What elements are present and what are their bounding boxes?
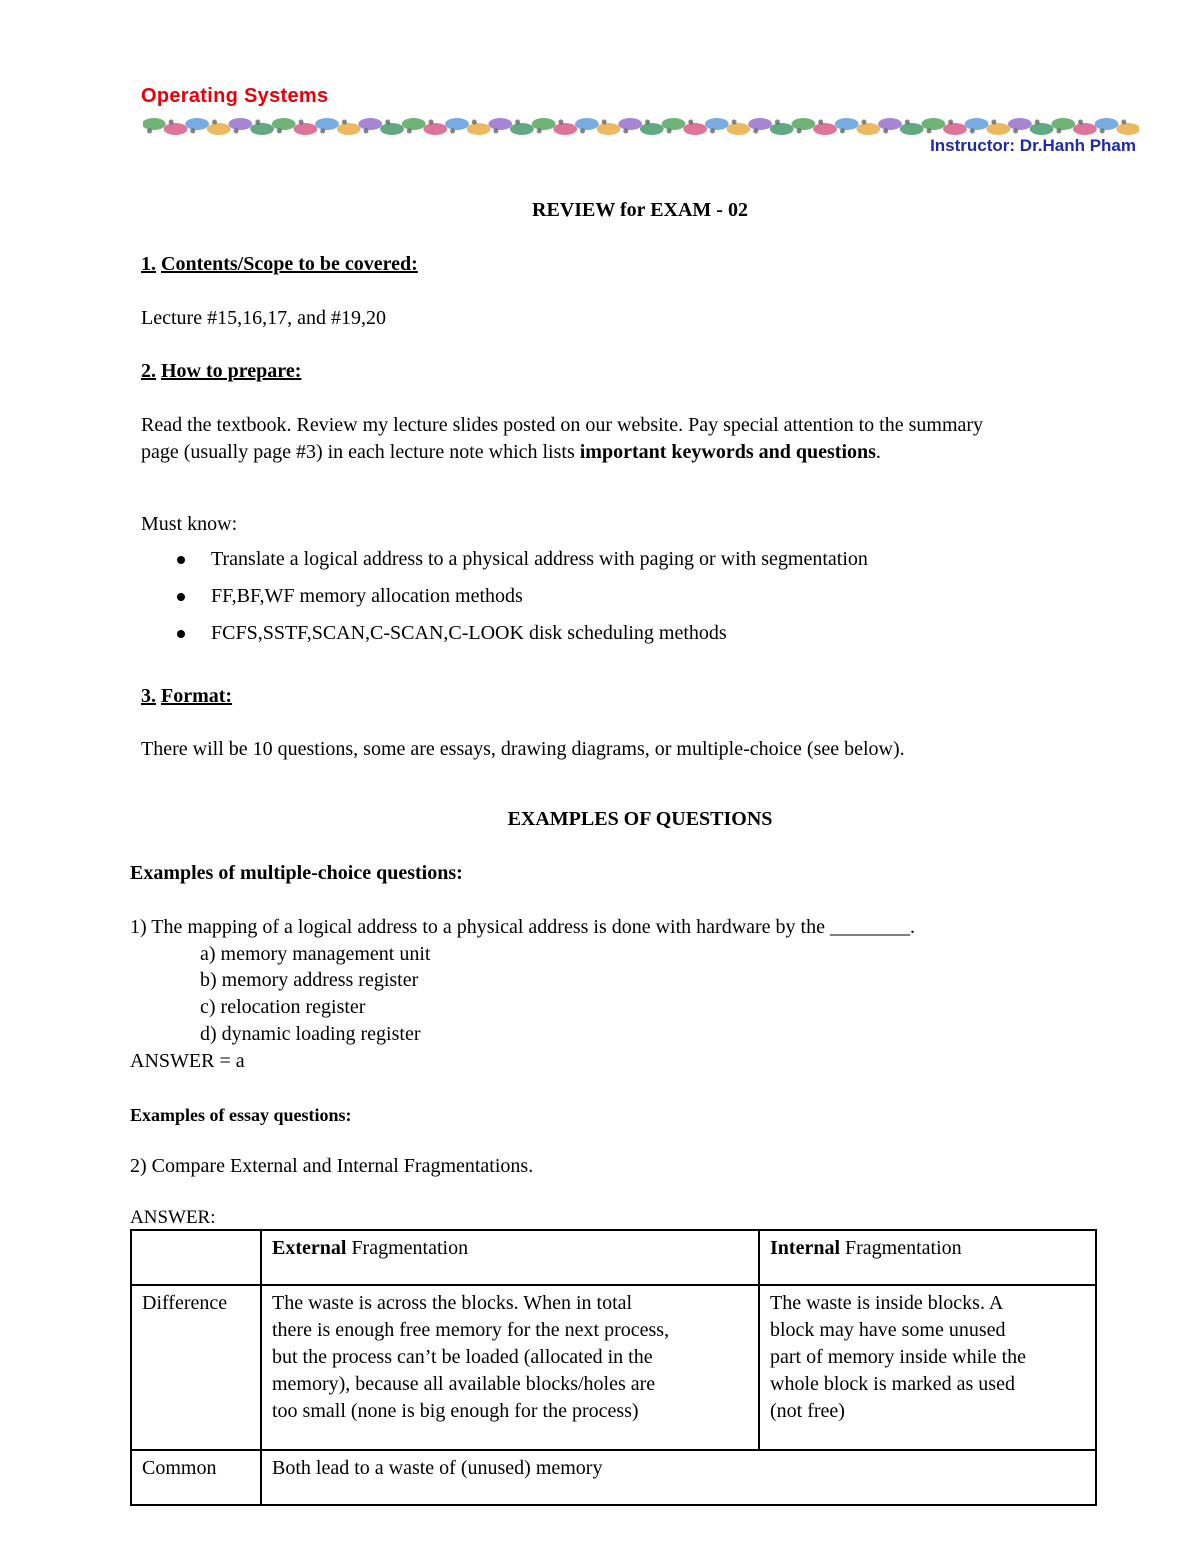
border-dot: [710, 129, 715, 134]
cell-line: memory), because all available blocks/holes are: [272, 1373, 656, 1396]
border-motif: [1051, 118, 1075, 130]
must-know-list: [141, 546, 868, 657]
must-know-item: [141, 583, 868, 620]
border-motif: [272, 118, 296, 130]
border-motif: [1095, 118, 1119, 130]
cell-line: but the process can’t be loaded (allocated in the: [272, 1346, 653, 1369]
section-1-title: Contents/Scope to be covered:: [161, 253, 418, 275]
question-2-text: 2) Compare External and Internal Fragmentations.: [130, 1155, 534, 1177]
question-1-text: 1) The mapping of a logical address to a physical address is done with hardware by the ________.: [130, 916, 915, 938]
section-1-body: Lecture #15,16,17, and #19,20: [141, 307, 386, 329]
difference-external-cell: [261, 1285, 759, 1449]
border-motif: [900, 123, 924, 135]
border-motif: [250, 123, 274, 135]
border-motif: [748, 118, 772, 130]
border-dot: [602, 120, 607, 125]
border-dot: [862, 120, 867, 125]
border-motif: [445, 118, 469, 130]
row-label-common: Common: [131, 1450, 261, 1505]
must-know-item: [141, 546, 868, 583]
essay-heading: Examples of essay questions:: [130, 1105, 352, 1125]
section-3-number: 3.: [141, 685, 156, 707]
border-motif: [337, 123, 361, 135]
section-2-number: 2.: [141, 360, 156, 382]
border-motif: [1030, 123, 1054, 135]
border-motif: [813, 123, 837, 135]
must-know-item: [141, 620, 868, 657]
border-motif: [640, 123, 664, 135]
internal-label: Internal: [770, 1237, 840, 1259]
document-title: REVIEW for EXAM - 02: [532, 199, 748, 221]
table-cell-empty: [131, 1230, 261, 1285]
border-motif: [229, 118, 253, 130]
border-dot: [364, 129, 369, 134]
course-title: Operating Systems: [141, 85, 329, 107]
border-motif: [1116, 123, 1139, 135]
border-motif: [835, 118, 859, 130]
row-label-difference: Difference: [131, 1285, 261, 1449]
border-dot: [927, 129, 932, 134]
border-dot: [515, 120, 520, 125]
table-header-external: [261, 1230, 759, 1285]
body-line-2-period: .: [875, 441, 881, 463]
border-motif: [185, 118, 209, 130]
border-dot: [753, 129, 758, 134]
border-motif: [423, 123, 447, 135]
border-dot: [190, 129, 195, 134]
border-motif: [618, 118, 642, 130]
body-line-2-text: page (usually page #3) in each lecture note which lists: [141, 441, 580, 463]
border-motif: [510, 123, 534, 135]
bullet-icon: [177, 556, 185, 564]
border-dot: [883, 129, 888, 134]
bullet-icon: [177, 593, 185, 601]
border-dot: [991, 120, 996, 125]
border-dot: [429, 120, 434, 125]
section-1-number: 1.: [141, 253, 156, 275]
section-2-body-line-2: [141, 439, 881, 466]
border-motif: [986, 123, 1010, 135]
border-dot: [1078, 120, 1083, 125]
important-keywords-text: important keywords and questions: [579, 441, 876, 463]
border-dot: [385, 120, 390, 125]
border-motif: [315, 118, 339, 130]
border-dot: [1013, 129, 1018, 134]
border-motif: [965, 118, 989, 130]
question-2-answer-label: ANSWER:: [130, 1207, 216, 1228]
question-1-option: c) relocation register: [200, 996, 366, 1018]
cell-line: The waste is across the blocks. When in total: [272, 1292, 633, 1315]
border-motif: [1008, 118, 1032, 130]
must-know-label: Must know:: [141, 513, 238, 535]
border-motif: [683, 123, 707, 135]
border-dot: [299, 120, 304, 125]
cell-line: The waste is inside blocks. A: [770, 1292, 1004, 1315]
border-dot: [277, 129, 282, 134]
border-dot: [948, 120, 953, 125]
border-motif: [597, 123, 621, 135]
border-dot: [234, 129, 239, 134]
border-motif: [770, 123, 794, 135]
border-dot: [667, 129, 672, 134]
border-dot: [580, 129, 585, 134]
table-row-difference: [131, 1285, 1096, 1449]
border-motif: [294, 123, 318, 135]
border-motif: [856, 123, 880, 135]
border-dot: [797, 129, 802, 134]
cell-line: block may have some unused: [770, 1319, 1006, 1342]
section-3-heading: [141, 683, 232, 710]
section-1-heading: [141, 251, 418, 278]
border-motif: [575, 118, 599, 130]
border-dot: [493, 129, 498, 134]
internal-fragmentation-label: Fragmentation: [840, 1237, 962, 1259]
border-motif: [532, 118, 556, 130]
border-motif: [921, 118, 945, 130]
section-2-heading: [141, 358, 301, 385]
border-motif: [380, 123, 404, 135]
border-motif: [943, 123, 967, 135]
border-dot: [1035, 120, 1040, 125]
border-motif: [553, 123, 577, 135]
border-dot: [905, 120, 910, 125]
border-dot: [407, 129, 412, 134]
cell-line: there is enough free memory for the next process,: [272, 1319, 670, 1342]
border-dot: [1121, 120, 1126, 125]
border-dot: [1056, 129, 1061, 134]
cell-line: too small (none is big enough for the process): [272, 1400, 639, 1423]
border-dot: [970, 129, 975, 134]
border-dot: [342, 120, 347, 125]
border-dot: [450, 129, 455, 134]
border-dot: [169, 120, 174, 125]
border-dot: [645, 120, 650, 125]
question-1-option: b) memory address register: [200, 969, 419, 991]
examples-title: EXAMPLES OF QUESTIONS: [507, 808, 773, 830]
border-motif: [705, 118, 729, 130]
border-motif: [488, 118, 512, 130]
fragmentation-comparison-table: [130, 1229, 1097, 1506]
border-dot: [558, 120, 563, 125]
border-dot: [472, 120, 477, 125]
border-dot: [537, 129, 542, 134]
question-1-option: a) memory management unit: [200, 943, 431, 965]
external-fragmentation-label: Fragmentation: [346, 1237, 469, 1259]
border-dot: [818, 120, 823, 125]
border-motif: [878, 118, 902, 130]
section-2-body-line-1: Read the textbook. Review my lecture slides posted on our website. Pay special attention to the summary: [141, 414, 984, 436]
question-1-answer: ANSWER = a: [130, 1050, 245, 1072]
border-motif: [143, 118, 166, 130]
instructor-name: Instructor: Dr.Hanh Pham: [930, 136, 1136, 155]
cell-line: whole block is marked as used: [770, 1373, 1015, 1396]
cell-line: part of memory inside while the: [770, 1346, 1027, 1369]
section-3-body: There will be 10 questions, some are essays, drawing diagrams, or multiple-choice (see below).: [141, 738, 905, 760]
border-motif: [662, 118, 686, 130]
table-header-row: [131, 1230, 1096, 1285]
border-dot: [840, 129, 845, 134]
border-dot: [147, 129, 152, 134]
border-motif: [1073, 123, 1097, 135]
mc-heading: Examples of multiple-choice questions:: [130, 862, 463, 884]
bullet-icon: [177, 630, 185, 638]
border-motif: [358, 118, 382, 130]
must-know-item-text: FCFS,SSTF,SCAN,C-SCAN,C-LOOK disk scheduling methods: [211, 622, 727, 644]
border-motif: [727, 123, 751, 135]
border-dot: [255, 120, 260, 125]
question-1-option: d) dynamic loading register: [200, 1023, 421, 1045]
external-label: External: [272, 1237, 347, 1259]
border-motif: [164, 123, 188, 135]
must-know-item-text: Translate a logical address to a physical address with paging or with segmentation: [211, 548, 868, 570]
difference-internal-cell: [759, 1285, 1096, 1449]
section-2-title: How to prepare:: [161, 360, 302, 382]
border-dot: [688, 120, 693, 125]
border-dot: [775, 120, 780, 125]
border-dot: [1100, 129, 1105, 134]
table-header-internal: [759, 1230, 1096, 1285]
common-cell: Both lead to a waste of (unused) memory: [261, 1450, 1096, 1505]
border-motif: [207, 123, 231, 135]
border-dot: [623, 129, 628, 134]
border-motif: [792, 118, 816, 130]
section-3-title: Format:: [161, 685, 233, 707]
must-know-item-text: FF,BF,WF memory allocation methods: [211, 585, 523, 607]
border-motif: [467, 123, 491, 135]
border-motif: [402, 118, 426, 130]
cell-line: (not free): [770, 1400, 845, 1423]
border-dot: [732, 120, 737, 125]
table-row-common: [131, 1450, 1096, 1505]
border-dot: [320, 129, 325, 134]
border-dot: [212, 120, 217, 125]
